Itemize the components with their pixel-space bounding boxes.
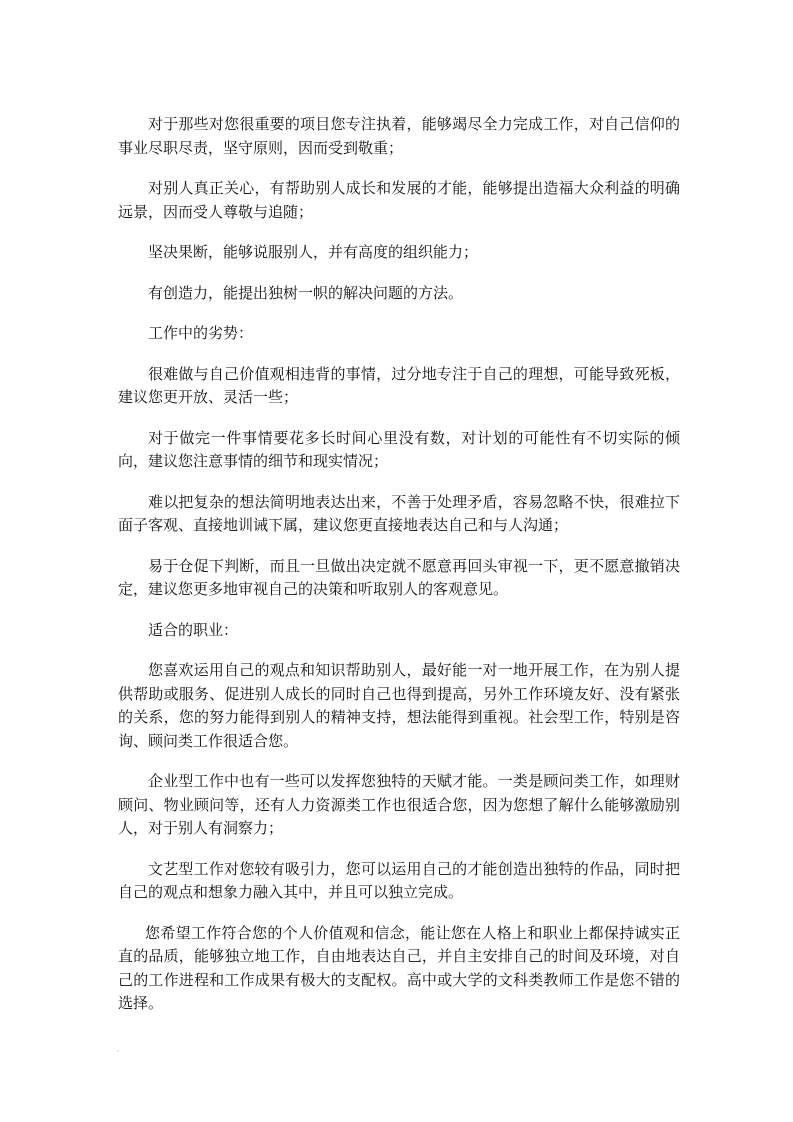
career-heading: 适合的职业：	[148, 620, 239, 639]
footer-mark	[117, 1050, 119, 1052]
document-body	[118, 113, 680, 1033]
strength-paragraph-2: 对别人真正关心，有帮助别人成长和发展的才能，能够提出造福大众利益的明确远景，因而受人尊敬与追随；	[118, 179, 680, 221]
strength-paragraph-3: 坚决果断，能够说服别人，并有高度的组织能力；	[148, 243, 479, 261]
closing-paragraph: 您希望工作符合您的个人价值观和信念，能让您在人格上和职业上都保持诚实正直的品质，能够独立地工作，自由地表达自己，并自主安排自己的时间及环境，对自己的工作进程和工作成果有极大的支配权。高中或大学的文科类教师工作是您不错的选择。	[118, 923, 680, 1012]
career-paragraph-1: 您喜欢运用自己的观点和知识帮助别人，最好能一对一地开展工作，在为别人提供帮助或服务、促进别人成长的同时自己也得到提高，另外工作环境友好、没有紧张的关系，您的努力能得到别人的精神支持，想法能得到重视。社会型工作，特别是咨询、顾问类工作很适合您。	[118, 661, 680, 750]
weakness-paragraph-2: 对于做完一件事情要花多长时间心里没有数，对计划的可能性有不切实际的倾向，建议您注意事情的细节和现实情况；	[118, 428, 680, 470]
strength-paragraph-4: 有创造力，能提出独树一帜的解决问题的方法。	[148, 283, 464, 302]
weakness-paragraph-1: 很难做与自己价值观相违背的事情，过分地专注于自己的理想，可能导致死板，建议您更开放、灵活一些；	[118, 364, 680, 406]
weakness-paragraph-3: 难以把复杂的想法简明地表达出来，不善于处理矛盾，容易忽略不快，很难拉下面子客观、直接地训诫下属，建议您更直接地表达自己和与人沟通；	[118, 492, 680, 534]
weakness-heading: 工作中的劣势：	[148, 324, 254, 342]
weakness-paragraph-4: 易于仓促下判断，而且一旦做出决定就不愿意再回头审视一下，更不愿意撤销决定，建议您更多地审视自己的决策和听取别人的客观意见。	[118, 556, 680, 598]
career-paragraph-2: 企业型工作中也有一些可以发挥您独特的天赋才能。一类是顾问类工作，如理财顾问、物业顾问等，还有人力资源类工作也很适合您，因为您想了解什么能够激励别人，对于别人有洞察力；	[118, 772, 680, 837]
strength-paragraph-1: 对于那些对您很重要的项目您专注执着，能够竭尽全力完成工作，对自己信仰的事业尽职尽责，坚守原则，因而受到敬重；	[118, 115, 680, 157]
career-paragraph-3: 文艺型工作对您较有吸引力，您可以运用自己的才能创造出独特的作品，同时把自己的观点和想象力融入其中，并且可以独立完成。	[118, 859, 680, 901]
